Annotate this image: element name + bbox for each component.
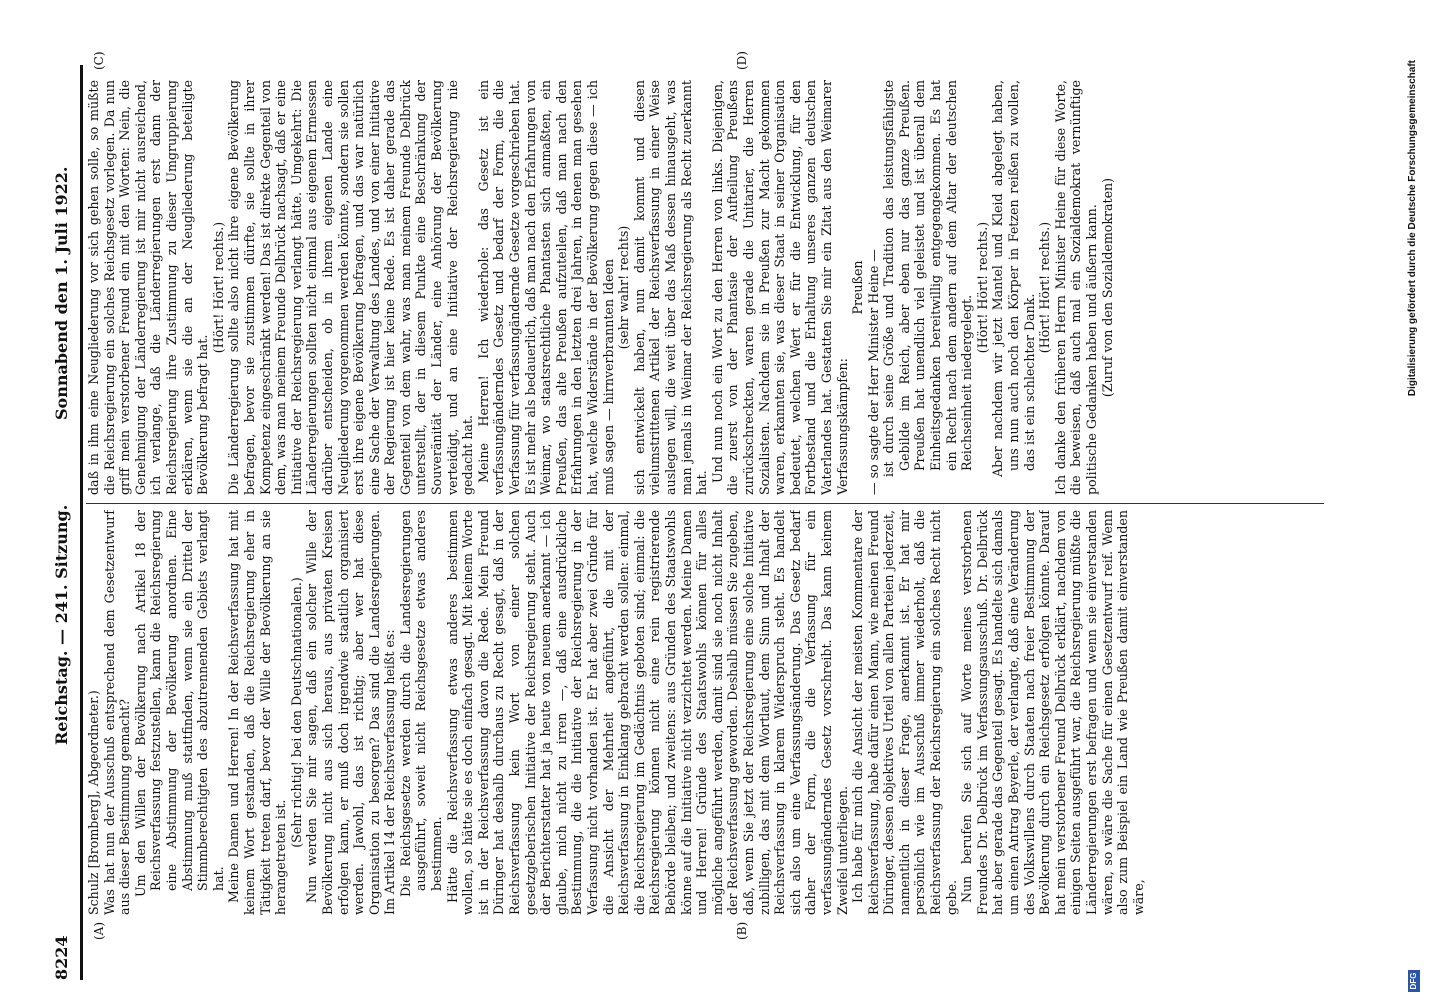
quote-heading: Preußen — [850, 260, 866, 315]
page-header — [52, 65, 80, 980]
margin-mark-b: (B) — [735, 921, 749, 940]
paragraph: Meine Damen und Herren! In der Reichsverfassung hat mit keinem Wort gestanden, daß die Reichsregierung eher in Tätigkeit treten darf, bevor der Wille der Bevölkerung an sie herangetreten ist. — [226, 510, 289, 915]
header-date: Sonnabend den 1. Juli 1922. — [52, 166, 71, 420]
digitization-footer — [1346, 0, 1426, 1000]
dfg-logo: DFG — [1408, 970, 1420, 992]
paragraph: Die Länderregierung sollte also nicht ihre eigene Bevölkerung befragen, bevor sie zustimmen dürfte, sie sollte in ihrer Kompetenz eingeschränkt werden! Das ist direkte Gegenteil von dem, was man meinem Freunde Delbrück nachsagt, daß er eine Initiative der Reichsregierung verlangt hätte. Umgekehrt: Die Länderregierungen sollten nicht einmal aus eigenem Ermessen darüber entscheiden, ob in ihrem eigenen Lande eine Neugliederung vorgenommen werden könnte, sondern sie sollen erst ihre eigene Bevölkerung befragen, und das war natürlich eine Sache der Verwaltung des Landes, und von einer Initiative der Regierung ist hier keine Rede. Es ist daher gerade das Gegenteil von dem wahr, was man meinem Freunde Delbrück unterstellt, der in diesem Punkte eine Beschränkung der Souveränität der Länder, eine Anhörung der Bevölkerung verteidigt, und an eine Initiative der Reichsregierung nie gedacht hat. — [226, 80, 476, 495]
interjection: (Hört! Hört! rechts.) — [1037, 221, 1053, 354]
quotation: ist durch seine Größe und Tradition das leistungsfähigste Gebilde im Reich, aber eben nur das ganze Preußen. Preußen hat unendlich viel geleistet und ist überall dem Einheitsgedanken bereitwillig entgegengekommen. Es hat ein Recht nach dem andern auf dem Altar der deutschen Reichseinheit niedergelegt. — [881, 80, 975, 477]
paragraph: Ich habe für mich die Ansicht der meisten Kommentare der Reichsverfassung, habe dafür einen Mann, wie meinen Freund Düringer, dessen objektives Urteil von allen Parteien jederzeit, namentlich in dieser Frage, anerkannt ist. Er hat mir persönlich wie im Ausschuß immer wiederholt, daß die Reichsverfassung der Reichsregierung ein solches Recht nicht gebe. — [850, 510, 959, 915]
text-column-left — [86, 510, 1336, 915]
speaker-line: Schulz [Bromberg], Abgeordneter.) — [86, 690, 101, 915]
paragraph: Nun berufen Sie sich auf Worte meines verstorbenen Freundes Dr. Delbrück im Verfassungsausschuß. Dr. Delbrück hat aber gerade das Gegenteil gesagt. Es handelte sich damals um einen Antrag Beyerle, der verlangte, daß eine Veränderung des Volkswillens durch Staaten nach freier Bestimmung der Bevölkerung durch ein Reichsgesetz erfolgen könnte. Darauf hat mein verstorbener Freund Delbrück erklärt, nachdem von einigen Seiten ausgeführt war, die Reichsregierung müßte die Länderregierungen erst befragen und wenn sie einverstanden wären, so wäre die Sache für einen Gesetzentwurf reif. Wenn also zum Beispiel ein Land wie Preußen damit einverstanden wäre, — [959, 510, 1146, 915]
quotation: Aber nachdem wir jetzt Mantel und Kleid abgelegt haben, uns nun auch noch den Körper in Fetzen reißen zu wollen, das ist ein schlechter Dank. — [990, 80, 1037, 477]
page-number: 8224 — [52, 935, 71, 980]
text-column-right — [86, 80, 1336, 495]
column-divider — [86, 503, 1324, 504]
quotation: Die Reichsgesetze werden durch die Landesregierungen ausgeführt, soweit nicht Reichsgesetze etwas anderes bestimmen. — [397, 510, 445, 897]
quote-attribution: — so sagte der Herr Minister Heine — — [865, 249, 881, 495]
digitization-note: Digitalisierung gefördert durch die Deutsche Forschungsgemeinschaft — [1407, 60, 1418, 397]
interjection: (Sehr richtig! bei den Deutschnationalen.) — [288, 577, 304, 848]
margin-mark-c: (C) — [92, 51, 106, 70]
margin-mark-a: (A) — [92, 921, 106, 940]
quotation: Um den Willen der Bevölkerung nach Artikel 18 der Reichsverfassung festzustellen, kann die Reichsregierung eine Abstimmung der Bevölkerung anordnen. Eine Abstimmung muß stattfinden, wenn sie ein Drittel der Stimmberechtigten des abzutrennenden Gebiets verlangt hat. — [132, 510, 226, 897]
paragraph: Und nun noch ein Wort zu den Herren von links. Diejenigen, die zuerst von der Phantasie der Aufteilung Preußens zurückschreckten, waren gerade die Unitarier, die Herren Sozialisten. Nachdem sie in Preußen zur Macht gekommen waren, erkannten sie, was dieser Staat in seiner Organisation bedeutet, welchen Wert er für die Entwicklung, für den Fortbestand und die Erhaltung unseres ganzen deutschen Vaterlandes hat. Gestatten Sie mir ein Zitat aus den Weimarer Verfassungskämpfen: — [709, 80, 850, 495]
paragraph: sich entwickelt haben, nun damit kommt und diesen vielumstrittenen Artikel der Reichsverfassung in einer Weise auslegen will, die weit über das Maß dessen hinausgeht, was man jemals in Weimar der Reichsregierung als Recht zuerkannt hat. — [631, 80, 710, 495]
interjection: (sehr wahr! rechts) — [616, 225, 632, 350]
paragraph: Nun werden Sie mir sagen, daß ein solcher Wille der Bevölkerung nicht aus sich heraus, aus privaten Kreisen erfolgen kann, er muß doch irgendwie staatlich organisiert werden. Jawohl, das ist richtig; aber wer hat diese Organisation zu besorgen? Das sind die Landesregierungen. Im Artikel 14 der Reichsverfassung heißt es: — [304, 510, 398, 915]
paragraph: daß in ihm eine Neugliederung vor sich gehen solle, so müßte die Reichsregierung ein solches Reichsgesetz vorlegen. Da nun griff mein verstorbener Freund ein mit den Worten: Nein, die Genehmigung der Länderregierung ist mir nicht ausreichend, ich verlange, daß die Länderregierungen erst dann der Reichsregierung ihre Zustimmung zu dieser Umgruppierung erklären, wenn sie die an der Neugliederung beteiligte Bevölkerung befragt hat. — [86, 80, 211, 495]
paragraph: Meine Herren! Ich wiederhole: das Gesetz ist ein verfassungänderndes Gesetz und bedarf der Form, die die Verfassung für verfassungändernde Gesetze vorgeschrieben hat. Es ist mehr als bedauerlich, daß man nach den Erfahrungen von Weimar, wo staatsrechtliche Phantasten sich anmaßten, ein Preußen, das alte Preußen aufzuteilen, daß man nach den Erfahrungen in den letzten drei Jahren, in denen man gesehen hat, welche Widerstände in der Bevölkerung gegen diese — ich muß sagen — hirnverbrannten Ideen — [475, 80, 616, 495]
paragraph: Was hat nun der Ausschuß entsprechend dem Gesetzentwurf aus dieser Bestimmung gemacht? — [101, 510, 133, 915]
margin-mark-d: (D) — [735, 51, 749, 70]
paragraph: Ich danke den früheren Herrn Minister Heine für diese Worte, die beweisen, daß auch mal ein Sozialdemokrat vernünftige politische Gedanken haben und äußern kann. — [1052, 80, 1099, 495]
header-rule — [80, 65, 83, 980]
interjection: (Zuruf von den Sozialdemokraten) — [1099, 177, 1115, 398]
interjection: (Hört! Hört! rechts.) — [974, 221, 990, 354]
header-session: Reichstag. — 241. Sitzung. — [52, 504, 71, 745]
paragraph: Hätte die Reichsverfassung etwas anderes bestimmen wollen, so hätte sie es doch einfach gesagt. Mit keinem Worte ist in der Reichsverfassung davon die Rede. Mein Freund Düringer hat deshalb durchaus zu Recht gesagt, daß in der Reichsverfassung kein Wort von einer solchen gesetzgeberischen Initiative der Reichsregierung steht. Auch der Berichterstatter hat ja heute von neuem anerkannt — ich glaube, mich nicht zu irren —, daß eine ausdrückliche Bestimmung, die die Initiative der Reichsregierung in der Verfassung nicht vorhanden ist. Er hat aber zwei Gründe für die Ansicht der Mehrheit angeführt, die mit der Reichsverfassung in Einklang gebracht werden sollen: einmal, die Reichsregierung im Gedächtnis geboten sind; einmal: die Reichsregierung können nicht eine rein registrierende Behörde bleiben; und zweitens: aus Gründen des Staatswohls könne auf die Initiative nicht verzichtet werden. Meine Damen und Herren! Gründe des Staatswohls können für alles mögliche angeführt werden, damit sind sie noch nicht Inhalt der Reichsverfassung geworden. Deshalb müssen Sie zugeben, daß, wenn Sie jetzt der Reichsregierung eine solche Initiative zubilligen, das mit dem Wortlaut, dem Sinn und Inhalt der Reichsverfassung in klarem Widerspruch steht. Es handelt sich also um eine Verfassungsänderung. Das Gesetz bedarf daher der Form, die die Verfassung für ein verfassungänderndes Gesetz vorschreibt. Das kann keinem Zweifel unterliegen. — [444, 510, 850, 915]
interjection: (Hört! Hört! rechts.) — [210, 221, 226, 354]
